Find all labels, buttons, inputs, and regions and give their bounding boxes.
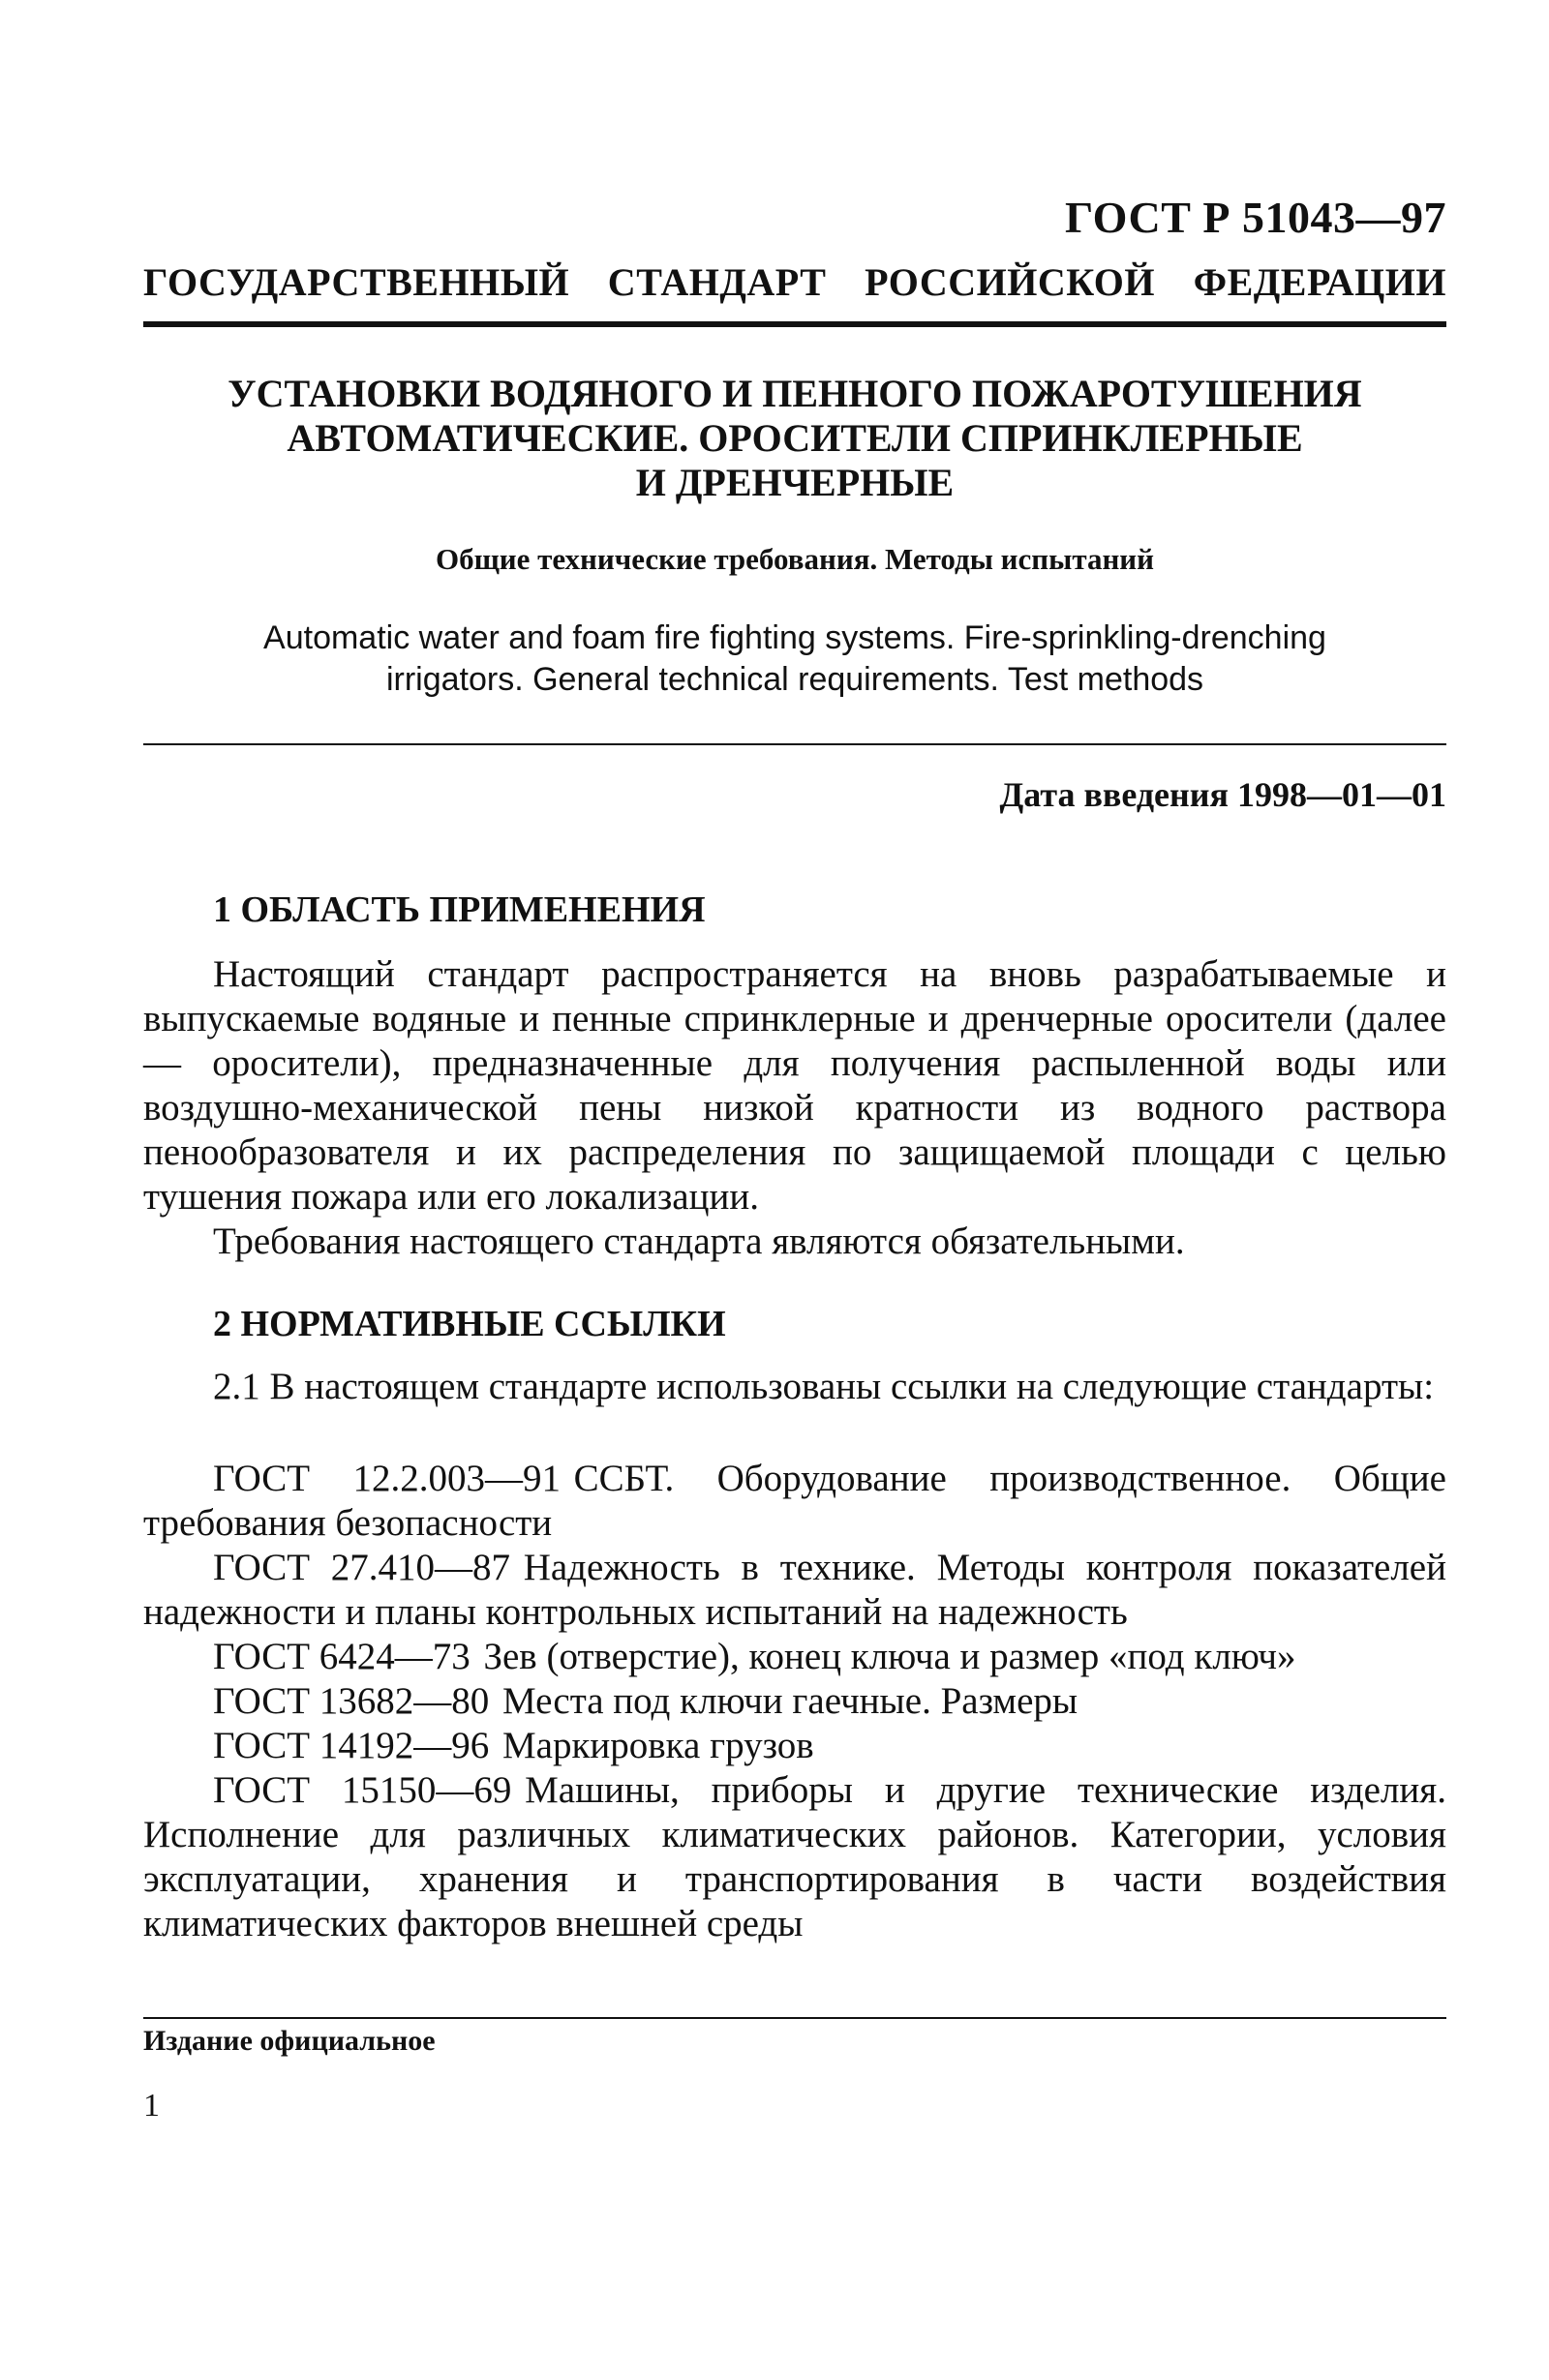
state-standard-heading: ГОСУДАРСТВЕННЫЙ СТАНДАРТ РОССИЙСКОЙ ФЕДЕРАЦИИ (143, 260, 1446, 304)
section-2-paragraph-1: 2.1 В настоящем стандарте использованы ссылки на следующие стандарты: (213, 1366, 1435, 1407)
reference-item (143, 1768, 1446, 1946)
reference-item (143, 1457, 1446, 1546)
title-line-3: И ДРЕНЧЕРНЫЕ (635, 461, 955, 504)
document-number: ГОСТ Р 51043—97 (1065, 193, 1446, 242)
english-title-line-2: irrigators. General technical requirements. Test methods (385, 661, 1204, 698)
section-2-heading: 2 НОРМАТИВНЫЕ ССЫЛКИ (213, 1304, 726, 1344)
reference-title: Машины, приборы и другие технические изделия. Исполнение для различных климатических районов. Категории, условия эксплуатации, хранения и транспортирования в части воздействия климатических факторов внешней среды (143, 1769, 1446, 1944)
section-1-paragraph-2: Требования настоящего стандарта являются обязательными. (213, 1220, 1185, 1262)
header-rule (143, 321, 1446, 327)
section-1-heading: 1 ОБЛАСТЬ ПРИМЕНЕНИЯ (213, 889, 706, 930)
reference-item (143, 1546, 1446, 1635)
reference-code: ГОСТ 12.2.003—91 (213, 1458, 561, 1499)
page-number: 1 (143, 2088, 160, 2124)
english-title (143, 618, 1446, 701)
references-list (143, 1457, 1446, 1946)
document-title (143, 372, 1446, 505)
reference-item (143, 1679, 1446, 1724)
title-line-1: УСТАНОВКИ ВОДЯНОГО И ПЕННОГО ПОЖАРОТУШЕНИЯ (228, 372, 1362, 415)
footer-rule (143, 2017, 1446, 2019)
reference-code: ГОСТ 27.410—87 (213, 1547, 511, 1588)
edition-label: Издание официальное (143, 2025, 436, 2057)
title-line-2: АВТОМАТИЧЕСКИЕ. ОРОСИТЕЛИ СПРИНКЛЕРНЫЕ (287, 416, 1303, 460)
reference-item (143, 1724, 1446, 1768)
reference-code: ГОСТ 14192—96 (213, 1725, 490, 1766)
reference-title: Места под ключи гаечные. Размеры (501, 1680, 1078, 1722)
reference-title: Маркировка грузов (501, 1725, 814, 1766)
english-title-line-1: Automatic water and foam fire fighting systems. Fire-sprinkling-drenching (263, 619, 1326, 656)
reference-title: Надежность в технике. Методы контроля показателей надежности и планы контрольных испытаний на надежность (143, 1547, 1446, 1633)
introduction-date: Дата введения 1998—01—01 (999, 775, 1446, 814)
reference-code: ГОСТ 6424—73 (213, 1636, 471, 1677)
title-rule (143, 743, 1446, 745)
reference-code: ГОСТ 13682—80 (213, 1680, 490, 1722)
document-subtitle: Общие технические требования. Методы испытаний (435, 542, 1155, 576)
reference-title: ССБТ. Оборудование производственное. Общие требования безопасности (143, 1458, 1446, 1544)
reference-item (143, 1635, 1446, 1679)
reference-code: ГОСТ 15150—69 (213, 1769, 512, 1811)
reference-title: Зев (отверстие), конец ключа и размер «под ключ» (483, 1636, 1296, 1677)
section-1-paragraph-1: Настоящий стандарт распространяется на вновь разрабатываемые и выпускаемые водяные и пенные спринклерные и дренчерные оросители (далее — оросители), предназначенные для получения распыленной воды или воздушно-механической пены низкой кратности из водного раствора пенообразователя и их распределения по защищаемой площади с целью тушения пожара или его локализации. (143, 953, 1446, 1218)
